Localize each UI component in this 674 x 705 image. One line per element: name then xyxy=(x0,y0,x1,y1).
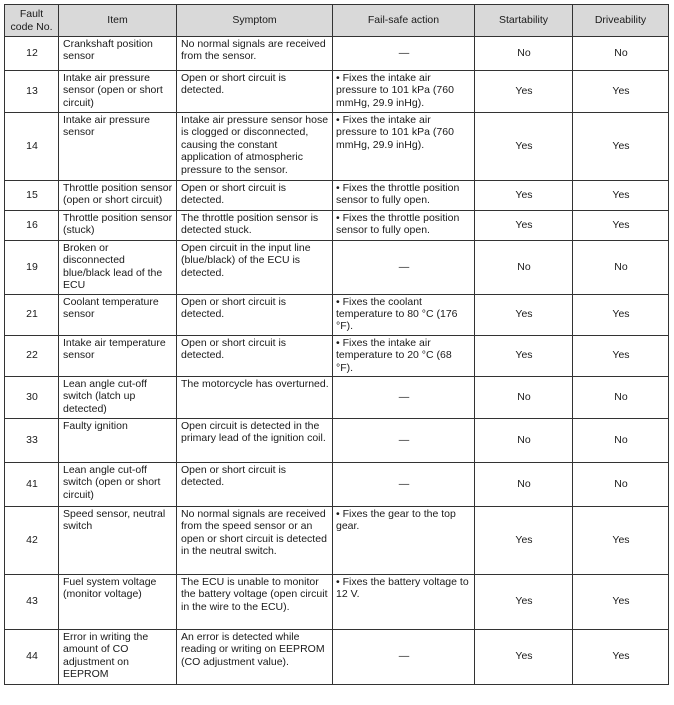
driveability-cell: Yes xyxy=(573,507,669,575)
table-row xyxy=(5,575,669,630)
symptom-cell: Open circuit in the input line (blue/black) of the ECU is detected. xyxy=(177,241,333,295)
failsafe-cell: • Fixes the throttle position sensor to fully open. xyxy=(333,211,475,241)
symptom-cell: The motorcycle has overturned. xyxy=(177,377,333,419)
item-cell: Speed sensor, neutral switch xyxy=(59,507,177,575)
fault-code-cell: 44 xyxy=(5,630,59,685)
symptom-cell: Open or short circuit is detected. xyxy=(177,71,333,113)
item-cell: Throttle position sensor (open or short circuit) xyxy=(59,181,177,211)
startability-cell: Yes xyxy=(475,113,573,181)
symptom-cell: An error is detected while reading or writing on EEPROM (CO adjustment value). xyxy=(177,630,333,685)
item-cell: Broken or disconnected blue/black lead of the ECU xyxy=(59,241,177,295)
symptom-cell: The throttle position sensor is detected stuck. xyxy=(177,211,333,241)
failsafe-cell: — xyxy=(333,37,475,71)
failsafe-cell: • Fixes the throttle position sensor to fully open. xyxy=(333,181,475,211)
driveability-cell: No xyxy=(573,37,669,71)
table-row xyxy=(5,463,669,507)
symptom-cell: No normal signals are received from the sensor. xyxy=(177,37,333,71)
table-row xyxy=(5,181,669,211)
symptom-cell: Open or short circuit is detected. xyxy=(177,181,333,211)
fault-code-cell: 21 xyxy=(5,294,59,335)
startability-cell: Yes xyxy=(475,211,573,241)
failsafe-cell: — xyxy=(333,419,475,463)
failsafe-cell: • Fixes the coolant temperature to 80 °C (176 °F). xyxy=(333,294,475,335)
header-row xyxy=(5,5,669,37)
driveability-cell: No xyxy=(573,463,669,507)
item-cell: Lean angle cut-off switch (open or short circuit) xyxy=(59,463,177,507)
failsafe-cell: — xyxy=(333,463,475,507)
symptom-cell: Open or short circuit is detected. xyxy=(177,294,333,335)
fault-code-cell: 15 xyxy=(5,181,59,211)
fault-code-cell: 14 xyxy=(5,113,59,181)
driveability-cell: No xyxy=(573,419,669,463)
fault-code-cell: 41 xyxy=(5,463,59,507)
driveability-cell: No xyxy=(573,241,669,295)
driveability-cell: Yes xyxy=(573,575,669,630)
item-cell: Error in writing the amount of CO adjustment on EEPROM xyxy=(59,630,177,685)
fault-code-cell: 12 xyxy=(5,37,59,71)
startability-cell: Yes xyxy=(475,335,573,376)
table-row xyxy=(5,211,669,241)
item-cell: Intake air pressure sensor (open or short circuit) xyxy=(59,71,177,113)
table-row xyxy=(5,71,669,113)
fault-code-cell: 22 xyxy=(5,335,59,376)
item-cell: Coolant temperature sensor xyxy=(59,294,177,335)
table-row xyxy=(5,419,669,463)
fault-code-cell: 16 xyxy=(5,211,59,241)
failsafe-cell: • Fixes the battery voltage to 12 V. xyxy=(333,575,475,630)
table-row xyxy=(5,113,669,181)
driveability-cell: Yes xyxy=(573,181,669,211)
item-cell: Faulty ignition xyxy=(59,419,177,463)
symptom-cell: Open or short circuit is detected. xyxy=(177,463,333,507)
header-symptom: Symptom xyxy=(177,5,333,37)
driveability-cell: Yes xyxy=(573,113,669,181)
item-cell: Lean angle cut-off switch (latch up detected) xyxy=(59,377,177,419)
header-driveability: Driveability xyxy=(573,5,669,37)
table-row xyxy=(5,377,669,419)
driveability-cell: Yes xyxy=(573,630,669,685)
fault-code-cell: 33 xyxy=(5,419,59,463)
driveability-cell: Yes xyxy=(573,335,669,376)
startability-cell: Yes xyxy=(475,630,573,685)
failsafe-cell: — xyxy=(333,241,475,295)
symptom-cell: No normal signals are received from the speed sensor or an open or short circuit is detected in the neutral switch. xyxy=(177,507,333,575)
driveability-cell: Yes xyxy=(573,71,669,113)
header-startability: Startability xyxy=(475,5,573,37)
symptom-cell: The ECU is unable to monitor the battery voltage (open circuit in the wire to the ECU). xyxy=(177,575,333,630)
header-code: Fault code No. xyxy=(5,5,59,37)
fault-code-cell: 19 xyxy=(5,241,59,295)
startability-cell: Yes xyxy=(475,71,573,113)
startability-cell: Yes xyxy=(475,507,573,575)
item-cell: Fuel system voltage (monitor voltage) xyxy=(59,575,177,630)
symptom-cell: Open circuit is detected in the primary lead of the ignition coil. xyxy=(177,419,333,463)
startability-cell: Yes xyxy=(475,181,573,211)
failsafe-cell: • Fixes the intake air pressure to 101 kPa (760 mmHg, 29.9 inHg). xyxy=(333,113,475,181)
failsafe-cell: — xyxy=(333,630,475,685)
table-row xyxy=(5,335,669,376)
driveability-cell: No xyxy=(573,377,669,419)
table-row xyxy=(5,241,669,295)
startability-cell: Yes xyxy=(475,294,573,335)
failsafe-cell: • Fixes the intake air pressure to 101 kPa (760 mmHg, 29.9 inHg). xyxy=(333,71,475,113)
table-row xyxy=(5,630,669,685)
fault-code-cell: 43 xyxy=(5,575,59,630)
item-cell: Intake air temperature sensor xyxy=(59,335,177,376)
table-row xyxy=(5,294,669,335)
symptom-cell: Open or short circuit is detected. xyxy=(177,335,333,376)
item-cell: Intake air pressure sensor xyxy=(59,113,177,181)
symptom-cell: Intake air pressure sensor hose is clogged or disconnected, causing the constant application of atmospheric pressure to the sensor. xyxy=(177,113,333,181)
fault-code-table xyxy=(4,4,669,685)
item-cell: Crankshaft position sensor xyxy=(59,37,177,71)
startability-cell: No xyxy=(475,241,573,295)
table-row xyxy=(5,37,669,71)
failsafe-cell: — xyxy=(333,377,475,419)
header-item: Item xyxy=(59,5,177,37)
failsafe-cell: • Fixes the intake air temperature to 20 °C (68 °F). xyxy=(333,335,475,376)
startability-cell: No xyxy=(475,463,573,507)
driveability-cell: Yes xyxy=(573,211,669,241)
startability-cell: No xyxy=(475,37,573,71)
failsafe-cell: • Fixes the gear to the top gear. xyxy=(333,507,475,575)
driveability-cell: Yes xyxy=(573,294,669,335)
startability-cell: No xyxy=(475,377,573,419)
fault-code-cell: 42 xyxy=(5,507,59,575)
fault-code-cell: 13 xyxy=(5,71,59,113)
startability-cell: Yes xyxy=(475,575,573,630)
header-failsafe: Fail-safe action xyxy=(333,5,475,37)
startability-cell: No xyxy=(475,419,573,463)
table-row xyxy=(5,507,669,575)
fault-code-cell: 30 xyxy=(5,377,59,419)
item-cell: Throttle position sensor (stuck) xyxy=(59,211,177,241)
